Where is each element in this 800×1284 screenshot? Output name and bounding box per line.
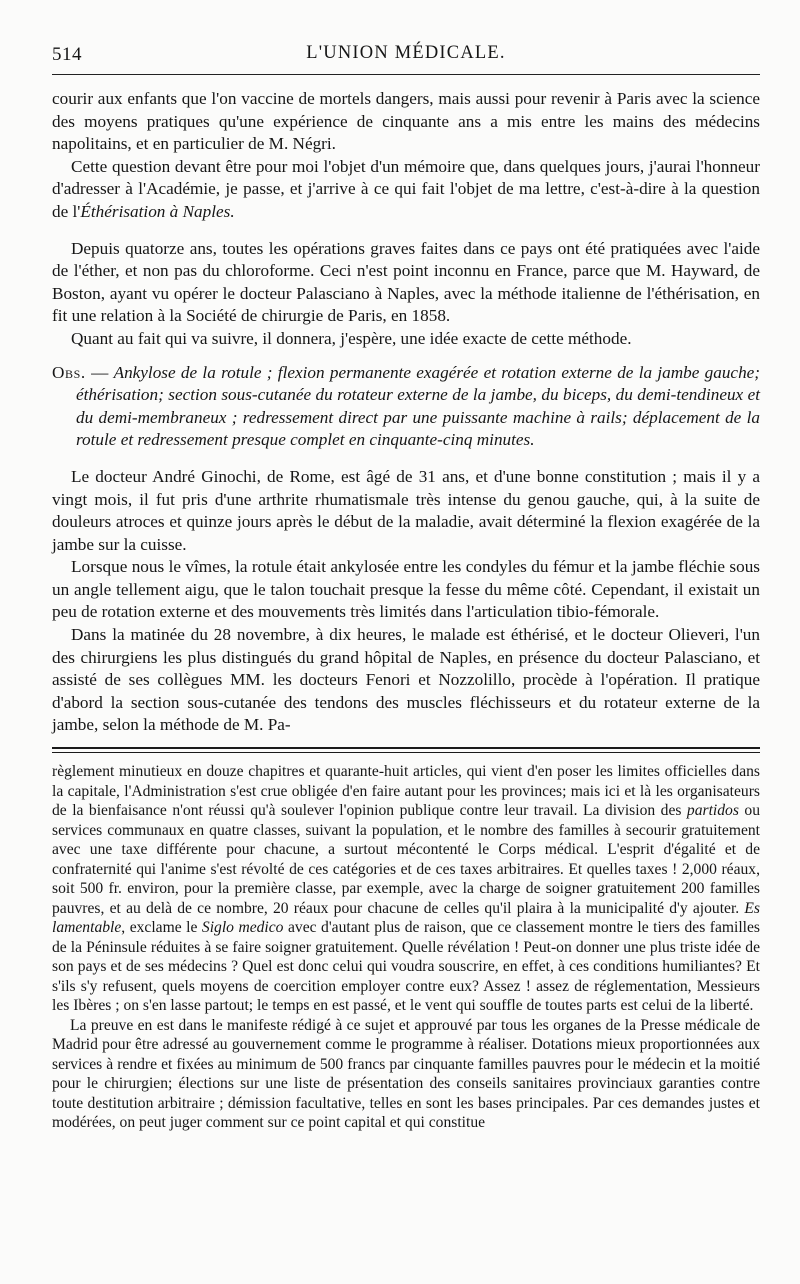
footnote-paragraph-preuve: La preuve en est dans le manifeste rédigé à ce sujet et approuvé par tous les organes de la Presse médicale de Madrid pour être adressé au gouvernement comme le programme à réaliser. Dotations mieux proportionnées aux services à rendre et fixées au minimum de 500 francs par cinquante familles pauvres pour le médecin et la moitié pour le chirurgien; élections sur une liste de présentation des conseils sanitaires provinciaux garanties contre toute destitution arbitraire ; démission facultative, telles en sont les bases principales. Par ces demandes justes et modérées, on peut juger comment sur ce point capital et qui constitue xyxy=(52,1016,760,1132)
footnote-text-e: , exclame le xyxy=(121,919,202,937)
footnote-italic-es-lamentable: Es lamentable xyxy=(52,899,760,937)
page-number: 514 xyxy=(52,44,82,65)
main-text xyxy=(52,88,760,737)
footnote-italic-partidos: partidos xyxy=(686,802,739,820)
footnote-paragraph-reglement xyxy=(52,762,760,1016)
obs-title: Ankylose de la rotule ; flexion permanente exagérée et rotation externe de la jambe gauche; éthérisation; section sous-cutanée du rotateur externe de la jambe, du biceps, du demi-tendineux et du demi-membraneux ; redressement direct par une puissante machine à rails; déplacement de la rotule et redressement presque complet en cinquante-cinq minutes. xyxy=(76,362,761,450)
paragraph-examination: Lorsque nous le vîmes, la rotule était ankylosée entre les condyles du fémur et la jambe fléchie sous un angle tellement aigu, que le talon touchait presque la fesse du même côté. Cependant, il existait un peu de rotation externe et des mouvements très limités dans l'articulation tibio-fémorale. xyxy=(52,557,760,622)
paragraph-memoire-text: Cette question devant être pour moi l'objet d'un mémoire que, dans quelques jours, j'aurai l'honneur d'adresser à l'Académie, je passe, et j'arrive à ce qui fait l'objet de ma lettre, c'est-à-dire à la question de l' xyxy=(52,156,760,221)
journal-title: L'UNION MÉDICALE. xyxy=(306,43,506,63)
paragraph-continuation: courir aux enfants que l'on vaccine de mortels dangers, mais aussi pour revenir à Paris avec la science des moyens pratiques qu'une expérience de cinquante ans a mis entre les mains des médecins napolitains, et en particulier de M. Négri. xyxy=(52,89,760,154)
obs-dash: — xyxy=(85,362,114,382)
header-rule xyxy=(52,74,760,75)
paragraph-methode: Quant au fait qui va suivre, il donnera, j'espère, une idée exacte de cette méthode. xyxy=(71,328,632,348)
paragraph-patient: Le docteur André Ginochi, de Rome, est âgé de 31 ans, et d'une bonne constitution ; mais il y a vingt mois, il fut pris d'une arthrite rhumatismale très intense du genou gauche, qui, à la suite de douleurs atroces et quinze jours après le début de la maladie, avait déterminé la flexion exagérée de la jambe sur la cuisse. xyxy=(52,466,760,554)
footnote-text-c: ou services communaux en quatre classes, suivant la population, et le nombre des familles à secourir gratuitement avec une taxe différente pour chacune, a surtout mécontenté le Corps médical. L'esprit d'égalité et de confraternité qui l'anime s'est révolté de ces catégories et de ces taxes arbitraires. Et quelles taxes ! 2,000 réaux, soit 500 fr. environ, pour la première classe, par exemple, avec la charge de soigner gratuitement 200 familles pauvres, et au delà de ce nombre, 20 réaux pour chacune de celles qu'il plaira à la municipalité d'y ajouter. xyxy=(52,802,760,917)
etherisation-title: Éthérisation à Naples. xyxy=(80,201,235,221)
footnote-text-g: avec d'autant plus de raison, que ce classement montre le tiers des familles de la Péninsule réduites à se faire soigner gratuitement. Quelle révélation ! Peut-on donner une plus triste idée de son pays et de ses médecins ? Quel est donc celui qui voudra souscrire, en effet, à ces conditions humiliantes? Et s'ils s'y refusent, quels moyens de coercition employer contre eux? Assez ! assez de réglementation, Messieurs les Ibères ; on s'en lasse partout; le temps en est passé, et le vent qui souffle de toutes parts est celui de la liberté. xyxy=(52,919,761,1015)
footnote-text-a: règlement minutieux en douze chapitres et quarante-huit articles, qui vient d'en poser les limites officielles dans la capitale, l'Administration s'est crue obligée d'en faire autant pour les provinces; mais ici et là les organisateurs de la bienfaisance n'ont réussi qu'à soulever l'opinion publique contre leur travail. La division des xyxy=(52,763,760,820)
paragraph-ether: Depuis quatorze ans, toutes les opérations graves faites dans ce pays ont été pratiquées avec l'aide de l'éther, et non pas du chloroforme. Ceci n'est point inconnu en France, parce que M. Hayward, de Boston, ayant vu opérer le docteur Palasciano à Naples, avec la méthode italienne de l'éthérisation, en fit une relation à la Société de chirurgie de Paris, en 1858. xyxy=(52,238,760,326)
paragraph-memoire xyxy=(52,156,760,224)
running-head xyxy=(52,0,760,65)
footnote xyxy=(52,762,760,1133)
observation-heading xyxy=(52,362,760,452)
paragraph-operation: Dans la matinée du 28 novembre, à dix heures, le malade est éthérisé, et le docteur Olieveri, l'un des chirurgiens les plus distingués du grand hôpital de Naples, en présence du docteur Palasciano, et assisté de ses collègues MM. les docteurs Fenori et Nozzolillo, procède à l'opération. Il pratique d'abord la section sous-cutanée des tendons des muscles fléchisseurs et du rotateur externe de la jambe, selon la méthode de M. Pa- xyxy=(52,625,760,735)
obs-label: Obs. xyxy=(52,362,86,382)
footnote-italic-siglo-medico: Siglo medico xyxy=(201,919,284,937)
footnote-separator xyxy=(52,747,760,753)
